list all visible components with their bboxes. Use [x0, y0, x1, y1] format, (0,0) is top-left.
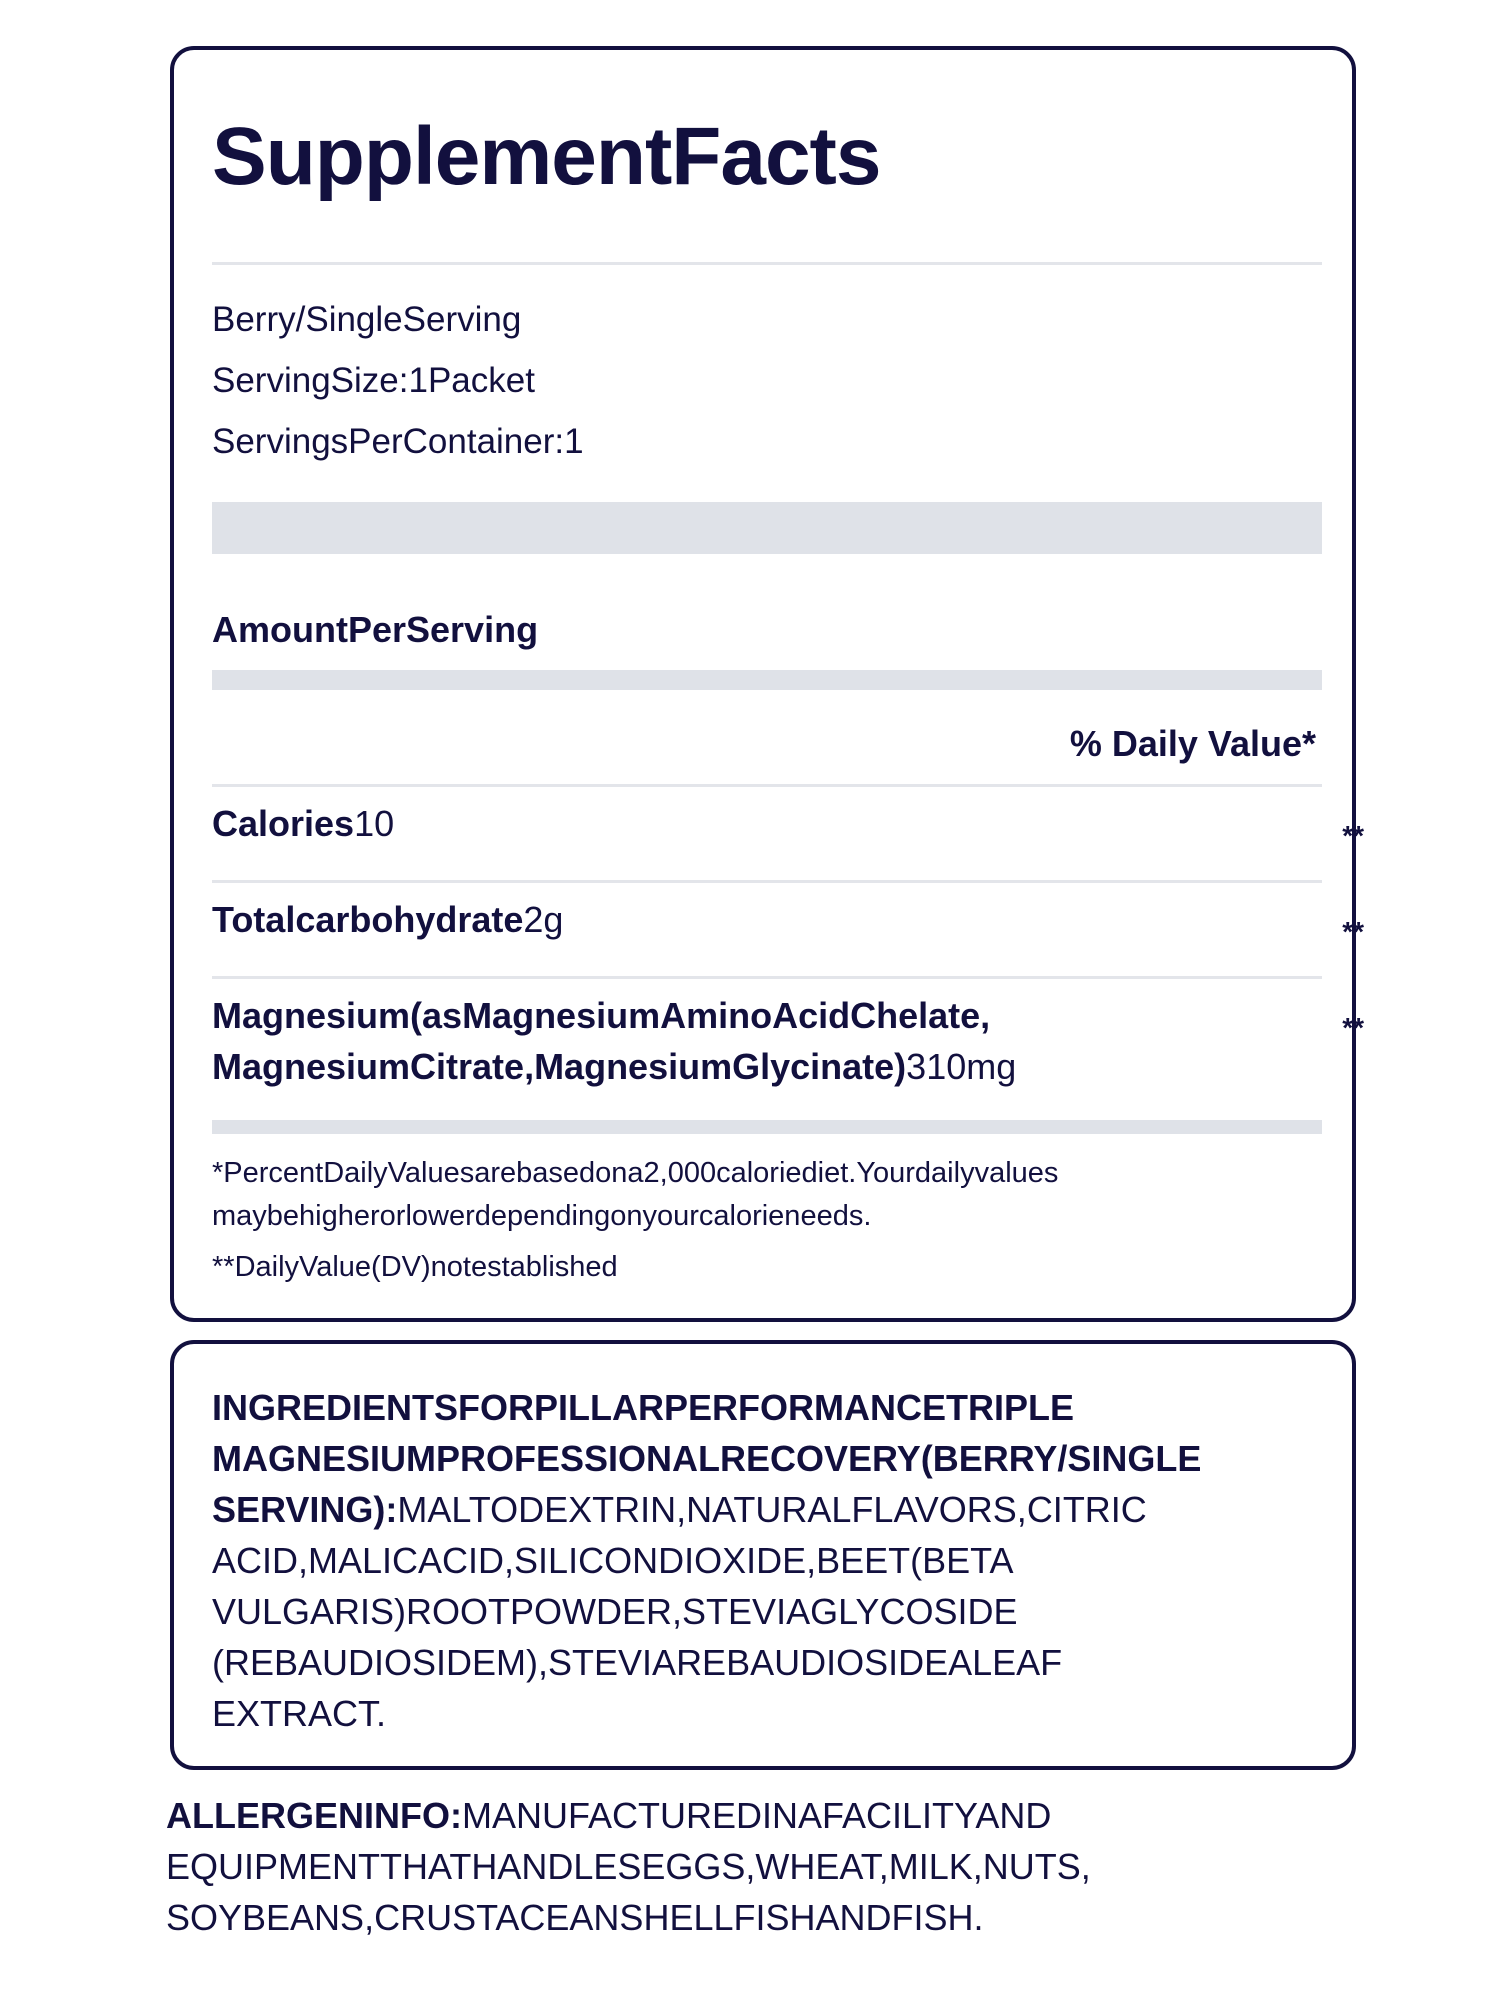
allergen-label: ALLERGENINFO:: [166, 1795, 462, 1836]
ingredients-panel: [170, 1340, 1356, 1770]
row-divider: [212, 880, 1322, 883]
nutrient-name-line2: MagnesiumCitrate,MagnesiumGlycinate): [212, 1046, 907, 1087]
ingredients-line6: (REBAUDIOSIDEM),STEVIAREBAUDIOSIDEALEAF: [212, 1642, 1063, 1683]
allergen-line2: EQUIPMENTTHATHANDLESEGGS,WHEAT,MILK,NUTS,: [166, 1846, 1091, 1887]
footnote-line1: *PercentDailyValuesarebasedona2,000caloriediet.Yourdailyvalues: [212, 1157, 1059, 1189]
footnote-line2: maybehigherorlowerdependingonyourcalorieneeds.: [212, 1200, 872, 1232]
ingredients-line3: MALTODEXTRIN,NATURALFLAVORS,CITRIC: [397, 1489, 1147, 1530]
nutrient-dv: **: [1342, 1012, 1364, 1043]
thick-divider: [212, 502, 1322, 554]
medium-divider: [212, 670, 1322, 690]
nutrient-name: Calories: [212, 803, 355, 844]
nutrient-row-magnesium: [212, 990, 1016, 1092]
nutrient-amount: 2g: [523, 899, 564, 940]
flavor-label: Berry/SingleServing: [212, 300, 522, 339]
daily-value-footnote: [212, 1152, 1322, 1238]
ingredients-text: [212, 1382, 1322, 1739]
amount-per-serving-heading: AmountPerServing: [212, 609, 539, 650]
nutrient-dv: **: [1342, 820, 1364, 851]
supplement-facts-panel: [170, 46, 1364, 1322]
nutrient-dv: **: [1342, 916, 1364, 947]
allergen-line3: SOYBEANS,CRUSTACEANSHELLFISHANDFISH.: [166, 1897, 984, 1938]
allergen-info: [166, 1790, 1316, 1943]
serving-size: ServingSize:1Packet: [212, 361, 535, 400]
nutrient-amount: 10: [354, 803, 395, 844]
ingredients-label-line1: INGREDIENTSFORPILLARPERFORMANCETRIPLE: [212, 1387, 1075, 1428]
ingredients-line4: ACID,MALICACID,SILICONDIOXIDE,BEET(BETA: [212, 1540, 1014, 1581]
dv-not-established-footnote: **DailyValue(DV)notestablished: [212, 1251, 618, 1283]
ingredients-line5: VULGARIS)ROOTPOWDER,STEVIAGLYCOSIDE: [212, 1591, 1018, 1632]
supplement-facts-title: SupplementFacts: [212, 111, 881, 202]
nutrient-amount: 310mg: [906, 1046, 1017, 1087]
servings-per-container: ServingsPerContainer:1: [212, 422, 584, 461]
row-divider: [212, 784, 1322, 787]
nutrient-name: Totalcarbohydrate: [212, 899, 524, 940]
ingredients-line7: EXTRACT.: [212, 1693, 387, 1734]
nutrient-row-carbohydrate: [212, 894, 563, 945]
nutrient-name-line1: Magnesium(asMagnesiumAminoAcidChelate,: [212, 995, 991, 1036]
bottom-divider: [212, 1120, 1322, 1134]
title-divider: [212, 262, 1322, 265]
row-divider: [212, 976, 1322, 979]
allergen-line1: MANUFACTUREDINAFACILITYAND: [461, 1795, 1052, 1836]
daily-value-heading: % Daily Value*: [1069, 723, 1316, 764]
nutrient-row-calories: [212, 798, 394, 849]
ingredients-label-line2: MAGNESIUMPROFESSIONALRECOVERY(BERRY/SINGLE: [212, 1438, 1202, 1479]
ingredients-label-line3: SERVING):: [212, 1489, 398, 1530]
